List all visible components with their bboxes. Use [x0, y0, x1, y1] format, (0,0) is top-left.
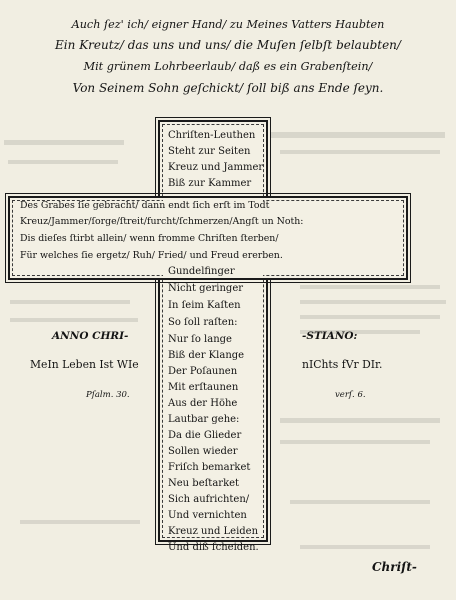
header-line-1: Auch ſez' ich/ eigner Hand/ zu Meines Vatters Haubten	[71, 18, 385, 31]
cross-line: Sollen wieder	[168, 446, 238, 457]
cross-line: Der Poſaunen	[168, 366, 238, 377]
cross-line: Neu beſtarket	[168, 478, 240, 489]
cross-line: Lautbar gehe:	[168, 414, 240, 425]
cross-line: Da die Glieder	[168, 430, 242, 441]
cross-line: Nur ſo lange	[168, 334, 232, 345]
cross-line: So ſoll raſten:	[168, 317, 238, 328]
cross-line: Steht zur Seiten	[168, 146, 251, 157]
cross-line: Gundelfinger	[168, 266, 235, 277]
cross-line: Friſch bemarket	[168, 462, 251, 473]
psalm-left: Pſalm. 30.	[86, 390, 130, 400]
cross-line: Chriſten-Leuthen	[168, 130, 256, 141]
cross-line: Kreuz und Leiden	[168, 526, 259, 537]
cross-line: Aus der Höhe	[168, 398, 238, 409]
cross-line: In ſeim Kaſten	[168, 300, 241, 311]
motto-right: nIChts fVr DIr.	[302, 358, 383, 371]
cross-line: Biß zur Kammer	[168, 178, 252, 189]
cross-line: Und diß ſcheiden.	[168, 542, 259, 553]
cross-line: Sich aufrichten/	[168, 494, 250, 505]
cross-line: Dis dieſes ſtirbt allein/ wenn fromme Chriſten ſterben/	[20, 233, 279, 244]
cross-line: Für welches ſie ergetz/ Ruh/ Fried/ und Freud ererben.	[20, 250, 283, 261]
cross-line: Mit erſtaunen	[168, 382, 239, 393]
anno-left: ANNO CHRI-	[52, 330, 129, 342]
cross-line: Des Grabes ſie gebracht/ dann endt ſich erſt im Todt	[20, 200, 270, 211]
cross-line: Kreuz/Jammer/ſorge/ſtreit/furcht/ſchmerzen/Angſt un Noth:	[20, 216, 304, 227]
cross-line: Nicht geringer	[168, 283, 244, 294]
anno-right: -STIANO:	[302, 330, 358, 342]
header-line-3: Mit grünem Lohrbeerlaub/ daß es ein Grabenſtein/	[83, 60, 373, 73]
cross-line: Kreuz und Jammer	[168, 162, 264, 173]
cross-line: Und vernichten	[168, 510, 247, 521]
header-line-2: Ein Kreutz/ das uns und uns/ die Muſen ſelbſt belaubten/	[55, 38, 401, 52]
catchword: Chriſt-	[372, 560, 417, 574]
psalm-right: verſ. 6.	[335, 390, 366, 400]
header-line-4: Von Seinem Sohn geſchickt/ ſoll biß ans Ende ſeyn.	[72, 81, 384, 95]
cross-line: Biß der Klange	[168, 350, 245, 361]
motto-left: MeIn Leben Ist WIe	[30, 358, 139, 371]
